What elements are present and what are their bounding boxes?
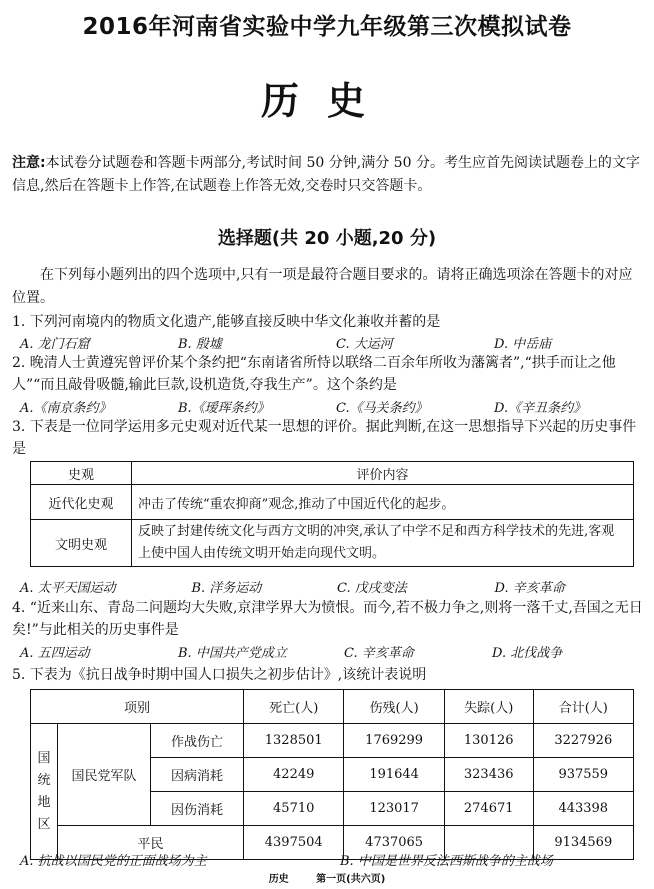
option-b[interactable]: B. 中国共产党成立 (178, 646, 287, 661)
table-cell: 937559 (533, 758, 633, 792)
option-d[interactable]: D. 中岳庙 (494, 337, 552, 352)
table-header-row (31, 462, 634, 485)
table-cell: 45710 (244, 792, 344, 826)
note-label: 注意: (12, 155, 46, 171)
table-cell: 因伤消耗 (151, 792, 244, 826)
option-c[interactable]: C. 大运河 (336, 337, 393, 352)
table-cell: 274671 (444, 792, 533, 826)
question-4-options (12, 642, 644, 661)
thought-evaluation-table (30, 461, 634, 567)
option-d[interactable]: D. 北伐战争 (492, 646, 563, 661)
table-header-row (31, 690, 634, 724)
question-3-stem: 3. 下表是一位同学运用多元史观对近代某一思想的评价。据此判断,在这一思想指导下兴起的历史事件是 (12, 419, 637, 457)
table-header-cell: 伤残(人) (344, 690, 444, 724)
table-cell: 130126 (444, 724, 533, 758)
table-cell: 平民 (58, 826, 244, 860)
footer-page-number: 第一页(共六页) (316, 874, 386, 885)
question-3-options (12, 577, 644, 596)
subject-title: 历史 (260, 78, 393, 123)
table-cell: 近代化史观 (31, 485, 132, 520)
table-cell: 作战伤亡 (151, 724, 244, 758)
table-cell: 4397504 (244, 826, 344, 860)
table-cell: 1328501 (244, 724, 344, 758)
question-5-stem: 5. 下表为《抗日战争时期中国人口损失之初步估计》,该统计表说明 (12, 667, 427, 683)
option-a[interactable]: A. 五四运动 (20, 646, 90, 661)
section-instruction: 在下列每小题列出的四个选项中,只有一项是最符合题目要求的。请将正确选项涂在答题卡的对应位置。 (12, 267, 633, 306)
table-cell: 123017 (344, 792, 444, 826)
exam-title: 2016年河南省实验中学九年级第三次模拟试卷 (82, 14, 572, 40)
table-cell: 4737065 (344, 826, 444, 860)
question-2-options (12, 397, 644, 416)
table-cell: 1769299 (344, 724, 444, 758)
table-cell: 文明史观 (31, 520, 132, 567)
table-cell: 因病消耗 (151, 758, 244, 792)
page-footer (0, 870, 654, 885)
table-row (31, 485, 634, 520)
option-a[interactable]: A. 太平天国运动 (20, 581, 116, 596)
question-5-options (12, 850, 644, 869)
table-cell: 冲击了传统“重农抑商”观念,推动了中国近代化的起步。 (132, 485, 634, 520)
group-cell: 国民党军队 (58, 724, 151, 826)
option-d[interactable]: D.《辛丑条约》 (494, 401, 587, 416)
option-a[interactable]: A. 抗战以国民党的正面战场为主 (20, 854, 207, 869)
option-a[interactable]: A.《南京条约》 (20, 401, 112, 416)
table-header-cell: 项别 (31, 690, 244, 724)
table-cell: 443398 (533, 792, 633, 826)
note-text: 本试卷分试题卷和答题卡两部分,考试时间 50 分钟,满分 50 分。考生应首先阅读试题卷上的文字信息,然后在答题卡上作答,在试题卷上作答无效,交卷时只交答题卡。 (12, 155, 640, 194)
option-b[interactable]: B. 洋务运动 (191, 581, 262, 596)
option-b[interactable]: B.《瑷珲条约》 (178, 401, 270, 416)
table-cell: 反映了封建传统文化与西方文明的冲突,承认了中学不足和西方科学技术的先进,客观上使中国人由传统文明开始走向现代文明。 (132, 520, 634, 567)
table-cell: 9134569 (533, 826, 633, 860)
question-1-stem: 1. 下列河南境内的物质文化遗产,能够直接反映中华文化兼收并蓄的是 (12, 314, 441, 330)
table-cell: 323436 (444, 758, 533, 792)
table-header-cell: 失踪(人) (444, 690, 533, 724)
option-b[interactable]: B. 中国是世界反法西斯战争的主战场 (340, 854, 553, 869)
option-b[interactable]: B. 殷墟 (178, 337, 222, 352)
table-cell: 3227926 (533, 724, 633, 758)
question-1-options (12, 333, 644, 352)
table-header-cell: 史观 (31, 462, 132, 485)
table-cell: 42249 (244, 758, 344, 792)
table-row (31, 724, 634, 758)
table-row (31, 520, 634, 567)
question-4-stem: 4. “近来山东、青岛二问题均大失败,京津学界大为愤恨。而今,若不极力争之,则将一落千丈,吾国之无日矣!”与此相关的历史事件是 (12, 600, 643, 638)
option-c[interactable]: C. 辛亥革命 (344, 646, 414, 661)
option-a[interactable]: A. 龙门石窟 (20, 337, 90, 352)
footer-subject: 历史 (268, 874, 289, 885)
option-c[interactable]: C.《马关条约》 (336, 401, 428, 416)
table-cell: 191644 (344, 758, 444, 792)
section-title: 选择题(共 20 小题,20 分) (217, 228, 437, 249)
option-d[interactable]: D. 辛亥革命 (494, 581, 565, 596)
exam-note (12, 152, 644, 198)
question-2-stem: 2. 晚清人士黄遵宪曾评价某个条约把“东南诸省所恃以联络二百余年所收为藩篱者”,“拱手而让之他人”“而且敲骨吸髓,输此巨款,设机造货,夺我生产”。这个条约是 (12, 355, 616, 393)
table-header-cell: 死亡(人) (244, 690, 344, 724)
population-loss-table (30, 689, 634, 860)
option-c[interactable]: C. 戊戌变法 (336, 581, 407, 596)
table-header-cell: 评价内容 (132, 462, 634, 485)
table-header-cell: 合计(人) (533, 690, 633, 724)
region-cell: 国统地区 (31, 724, 58, 860)
